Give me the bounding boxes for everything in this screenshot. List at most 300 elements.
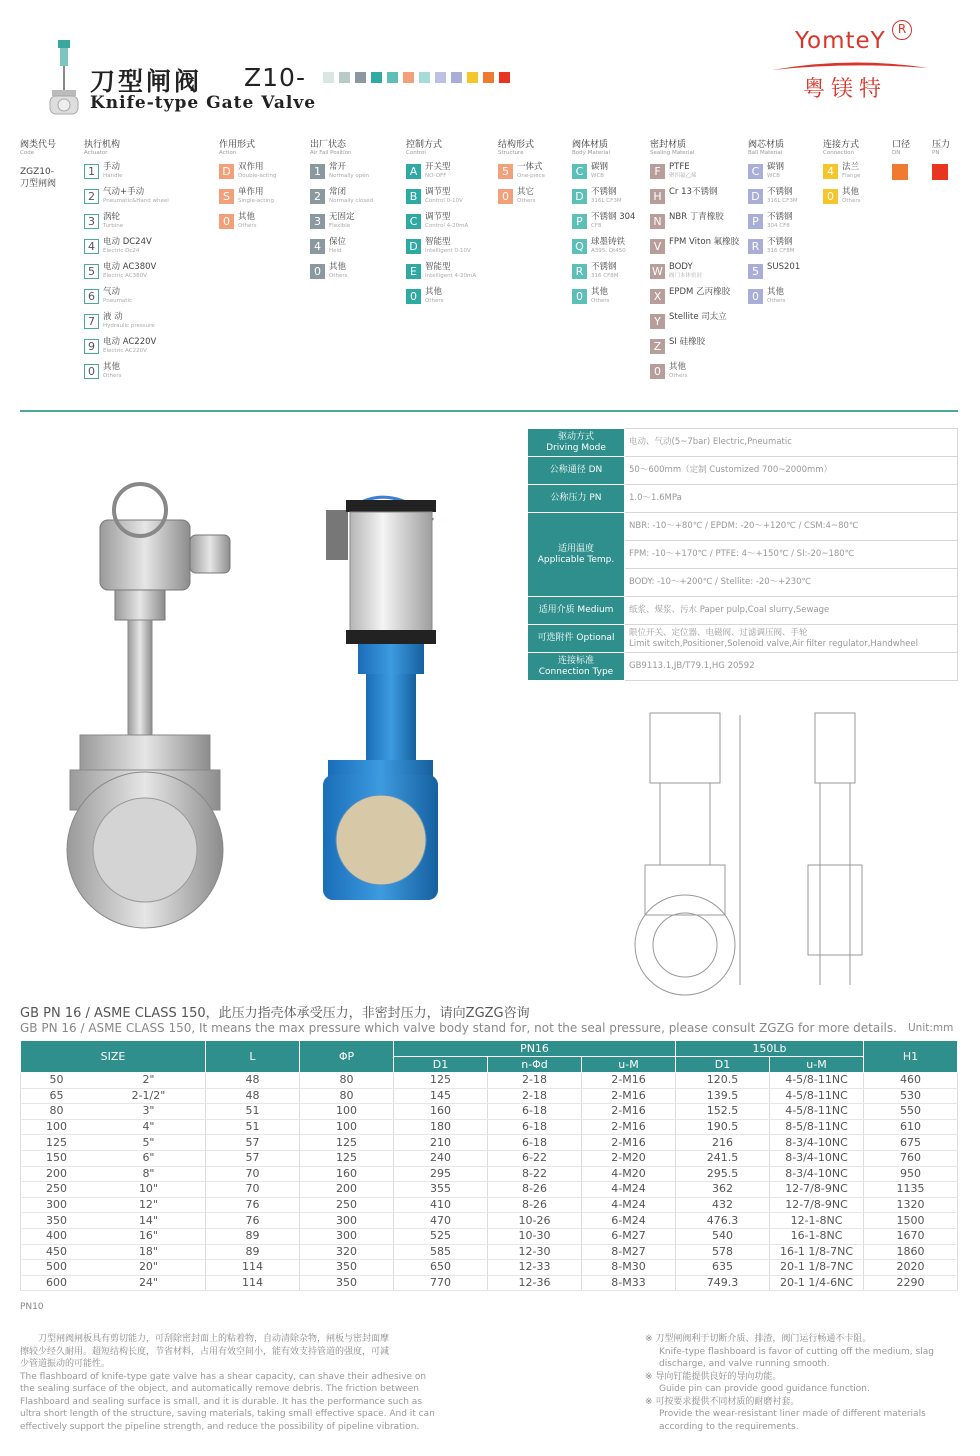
option-label-cn: 不锈钢 bbox=[767, 187, 793, 197]
spec-value bbox=[625, 597, 958, 625]
spec-value-line: Limit switch,Positioner,Solenoid valve,Air filter regulator,Handwheel bbox=[629, 638, 918, 649]
code-option bbox=[84, 188, 169, 206]
spec-value-line: 电动、气动(5~7bar) Electric,Pneumatic bbox=[629, 437, 792, 447]
table-cell: 350 bbox=[21, 1213, 92, 1229]
color-swatch bbox=[387, 72, 398, 83]
option-label-en: Pneumatic&Hand wheel bbox=[103, 198, 169, 204]
table-cell: 6-18 bbox=[488, 1104, 582, 1120]
page-title-en: Knife-type Gate Valve bbox=[90, 93, 317, 113]
code-option bbox=[572, 163, 635, 181]
code-option bbox=[650, 213, 739, 231]
table-cell: 152.5 bbox=[676, 1104, 770, 1120]
spec-value: NBR: -10～+80℃ / EPDM: -20～+120℃ / CSM:4~80℃ bbox=[625, 513, 958, 541]
spec-key bbox=[528, 485, 625, 513]
col-um-150lb: u-M bbox=[770, 1057, 864, 1073]
dimension-drawing bbox=[620, 705, 870, 1005]
column-subtitle: Action bbox=[219, 150, 237, 156]
option-label-en: Double-acting bbox=[238, 173, 277, 179]
col-d1: D1 bbox=[394, 1057, 488, 1073]
option-label-en: Hydraulic pressure bbox=[103, 323, 155, 329]
spec-row bbox=[528, 653, 958, 681]
option-label-cn: 不锈钢 304 bbox=[591, 212, 636, 222]
option-code: 5 bbox=[84, 264, 99, 279]
description-line-cn: 刀型闸阀闸板具有剪切能力，可刮除密封面上的粘着物，自动清除杂物，闸板与密封面摩 bbox=[38, 1334, 390, 1344]
option-label-cn: 常闭 bbox=[329, 187, 347, 197]
table-cell: 320 bbox=[300, 1244, 394, 1260]
option-label-en: 316 CF8M bbox=[591, 273, 619, 279]
option-label-cn: 双作用 bbox=[238, 162, 264, 172]
description-line-cn: 少管道振动的可能性。 bbox=[20, 1359, 111, 1369]
feature-bullet-en: discharge, and valve running smooth. bbox=[659, 1359, 830, 1369]
table-row bbox=[21, 1166, 958, 1182]
table-row bbox=[21, 1088, 958, 1104]
option-label-en: CF8 bbox=[591, 223, 602, 229]
code-column bbox=[498, 140, 545, 213]
table-cell: 578 bbox=[676, 1244, 770, 1260]
option-label-cn: 法兰 bbox=[842, 162, 860, 172]
code-option bbox=[572, 188, 635, 206]
table-cell: 10-26 bbox=[488, 1213, 582, 1229]
col-pn16: PN16 bbox=[394, 1041, 676, 1057]
option-label-en: Others bbox=[767, 298, 786, 304]
column-title: 密封材质 bbox=[650, 140, 687, 150]
registered-mark: R bbox=[892, 20, 912, 40]
option-code: C bbox=[406, 214, 421, 229]
code-option bbox=[650, 363, 739, 381]
description-line-en: Flashboard and sealing surface is small, and it is durable. It has the performance such as bbox=[20, 1396, 423, 1407]
description-right bbox=[645, 1333, 965, 1433]
col-size: SIZE bbox=[21, 1041, 206, 1073]
table-cell: 48 bbox=[206, 1073, 300, 1089]
code-column bbox=[572, 140, 635, 313]
code-column bbox=[310, 140, 373, 288]
table-cell: 585 bbox=[394, 1244, 488, 1260]
code-label-line: ZGZ10- bbox=[20, 167, 55, 177]
option-label-en: Intelligent 4-20mA bbox=[425, 273, 477, 279]
table-cell: 8-3/4-10NC bbox=[770, 1135, 864, 1151]
pressure-note-en: GB PN 16 / ASME CLASS 150, It means the max pressure which valve body stand for, not the seal pressure, please consult ZGZG for more details. bbox=[20, 1021, 897, 1035]
column-title: 连接方式 bbox=[823, 140, 860, 150]
feature-bullet-en: Knife-type flashboard is favor of cutting off the medium, slag bbox=[659, 1346, 934, 1357]
code-option bbox=[310, 263, 373, 281]
option-label-en: Electric AC380V bbox=[103, 273, 147, 279]
code-option bbox=[572, 213, 635, 231]
table-cell: 190.5 bbox=[676, 1119, 770, 1135]
option-code: 2 bbox=[84, 189, 99, 204]
table-cell: 12-33 bbox=[488, 1260, 582, 1276]
option-label-cn: SUS201 bbox=[767, 262, 801, 272]
pressure-note-cn: GB PN 16 / ASME CLASS 150，此压力指壳体承受压力，非密封压力，请向ZGZG咨询 bbox=[20, 1006, 530, 1021]
electric-valve-photo bbox=[60, 480, 240, 950]
table-cell: 57 bbox=[206, 1150, 300, 1166]
code-column bbox=[84, 140, 169, 388]
col-d1-150lb: D1 bbox=[676, 1057, 770, 1073]
spec-row bbox=[528, 485, 958, 513]
column-title: 阀体材质 bbox=[572, 140, 609, 150]
description-line-en: The flashboard of knife-type gate valve has a shear capacity, can shave their adhesive on bbox=[20, 1371, 427, 1382]
code-option bbox=[219, 213, 277, 231]
option-code: 5 bbox=[748, 264, 763, 279]
option-code: 3 bbox=[310, 214, 325, 229]
table-cell: 4-M20 bbox=[582, 1166, 676, 1182]
color-swatch bbox=[451, 72, 462, 83]
code-option bbox=[748, 263, 800, 281]
spec-value bbox=[625, 625, 958, 653]
option-code: 2 bbox=[310, 189, 325, 204]
column-subtitle: DN bbox=[892, 150, 901, 156]
column-title: 执行机构 bbox=[84, 140, 121, 150]
description-left bbox=[20, 1333, 470, 1433]
option-label-cn: 开关型 bbox=[425, 162, 451, 172]
code-label bbox=[20, 166, 56, 190]
spec-row bbox=[528, 625, 958, 653]
option-code: 7 bbox=[84, 314, 99, 329]
option-label-cn: 其他 bbox=[238, 212, 256, 222]
table-cell: 2" bbox=[92, 1073, 206, 1089]
table-cell: 450 bbox=[21, 1244, 92, 1260]
spec-value-line: 纸浆、煤浆、污水 Paper pulp,Coal slurry,Sewage bbox=[629, 605, 830, 615]
table-cell: 240 bbox=[394, 1150, 488, 1166]
option-label-cn: EPDM 乙丙橡胶 bbox=[669, 287, 731, 297]
spec-key-cn: 驱动方式 bbox=[557, 431, 594, 442]
option-label-en: Flange bbox=[842, 173, 861, 179]
option-code: H bbox=[650, 189, 665, 204]
option-code: B bbox=[406, 189, 421, 204]
pn10-label: PN10 bbox=[20, 1302, 44, 1312]
table-cell: 145 bbox=[394, 1088, 488, 1104]
table-cell: 610 bbox=[864, 1119, 958, 1135]
option-code: Y bbox=[650, 314, 665, 329]
option-label-cn: NBR 丁青橡胶 bbox=[669, 212, 724, 222]
option-label-en: Pneumatic bbox=[103, 298, 133, 304]
table-cell: 1860 bbox=[864, 1244, 958, 1260]
option-code: S bbox=[219, 189, 234, 204]
option-label-en: 阀门本体密封 bbox=[669, 273, 703, 279]
table-cell: 2-M20 bbox=[582, 1150, 676, 1166]
option-label-en: Held bbox=[329, 248, 342, 254]
option-label-en: Others bbox=[669, 373, 688, 379]
table-cell: 12-7/8-9NC bbox=[770, 1182, 864, 1198]
code-option bbox=[748, 188, 800, 206]
option-code: D bbox=[572, 189, 587, 204]
table-cell: 8-26 bbox=[488, 1182, 582, 1198]
option-label-en: 316 CF8M bbox=[767, 248, 795, 254]
option-code: 4 bbox=[823, 164, 838, 179]
option-label-cn: 单作用 bbox=[238, 187, 264, 197]
table-cell: 20" bbox=[92, 1260, 206, 1276]
code-column bbox=[406, 140, 476, 313]
feature-bullet: ※ 导向钉能提供良好的导向功能。 bbox=[645, 1371, 782, 1382]
code-option bbox=[406, 238, 476, 256]
table-cell: 432 bbox=[676, 1197, 770, 1213]
spec-table bbox=[527, 428, 958, 681]
code-option bbox=[219, 163, 277, 181]
code-option bbox=[572, 263, 635, 281]
table-cell: 2020 bbox=[864, 1260, 958, 1276]
table-row bbox=[21, 1073, 958, 1089]
option-label-cn: 其他 bbox=[842, 187, 860, 197]
color-swatch bbox=[323, 72, 334, 83]
table-cell: 70 bbox=[206, 1182, 300, 1198]
option-label-en: WCB bbox=[591, 173, 605, 179]
option-label-en: Single-acting bbox=[238, 198, 274, 204]
table-cell: 650 bbox=[394, 1260, 488, 1276]
table-cell: 250 bbox=[300, 1197, 394, 1213]
table-cell: 114 bbox=[206, 1275, 300, 1291]
table-cell: 4-5/8-11NC bbox=[770, 1073, 864, 1089]
table-cell: 100 bbox=[300, 1119, 394, 1135]
table-cell: 460 bbox=[864, 1073, 958, 1089]
table-row bbox=[21, 1135, 958, 1151]
table-cell: 12-30 bbox=[488, 1244, 582, 1260]
column-subtitle: Control bbox=[406, 150, 426, 156]
color-swatch bbox=[371, 72, 382, 83]
column-title: 结构形式 bbox=[498, 140, 535, 150]
option-label-cn: BODY bbox=[669, 262, 693, 272]
color-swatches bbox=[323, 72, 510, 83]
code-column bbox=[650, 140, 739, 388]
table-cell: 200 bbox=[21, 1166, 92, 1182]
model-prefix: Z10- bbox=[244, 63, 306, 92]
table-cell: 300 bbox=[300, 1228, 394, 1244]
option-code: X bbox=[650, 289, 665, 304]
option-code: E bbox=[406, 264, 421, 279]
table-cell: 4-M24 bbox=[582, 1182, 676, 1198]
table-cell: 10" bbox=[92, 1182, 206, 1198]
code-option bbox=[498, 188, 545, 206]
description-line-en: the sealing surface of the object, and automatically remove debris. The friction between bbox=[20, 1384, 419, 1394]
table-cell: 6-M24 bbox=[582, 1213, 676, 1229]
code-option bbox=[823, 188, 860, 206]
option-code bbox=[892, 164, 908, 180]
table-cell: 550 bbox=[864, 1104, 958, 1120]
table-cell: 2-M16 bbox=[582, 1088, 676, 1104]
col-h1: H1 bbox=[864, 1041, 958, 1073]
code-option bbox=[572, 288, 635, 306]
table-cell: 5" bbox=[92, 1135, 206, 1151]
option-label-cn: 保位 bbox=[329, 237, 347, 247]
table-cell: 8-M27 bbox=[582, 1244, 676, 1260]
table-cell: 635 bbox=[676, 1260, 770, 1276]
table-cell: 65 bbox=[21, 1088, 92, 1104]
option-label-cn: 其他 bbox=[591, 287, 609, 297]
code-option bbox=[406, 213, 476, 231]
table-cell: 51 bbox=[206, 1119, 300, 1135]
code-option bbox=[748, 288, 800, 306]
option-code: 0 bbox=[748, 289, 763, 304]
option-code: 0 bbox=[823, 189, 838, 204]
description-line-cn: 擦较少经久耐用。超短结构长度，节省材料，占用有效空间小，能有效支持管道的强度，可减 bbox=[20, 1346, 390, 1357]
option-label-en: 316L CF3M bbox=[767, 198, 798, 204]
feature-bullet-en: according to the requirements. bbox=[659, 1421, 799, 1432]
feature-bullet: ※ 刀型闸阀利于切断介质、排渣，阀门运行畅通不卡阻。 bbox=[645, 1334, 872, 1344]
option-label-en: Electric AC220V bbox=[103, 348, 147, 354]
option-code: 0 bbox=[84, 364, 99, 379]
table-cell: 80 bbox=[21, 1104, 92, 1120]
code-option bbox=[748, 238, 800, 256]
option-label-cn: FPM Viton 氟橡胶 bbox=[669, 237, 740, 247]
option-code: 5 bbox=[498, 164, 513, 179]
code-column bbox=[20, 140, 56, 163]
option-label-cn: 调节型 bbox=[425, 212, 451, 222]
table-row bbox=[21, 1182, 958, 1198]
table-cell: 8-26 bbox=[488, 1197, 582, 1213]
option-label-en: Others bbox=[591, 298, 610, 304]
table-cell: 540 bbox=[676, 1228, 770, 1244]
col-phip: ΦP bbox=[300, 1041, 394, 1073]
table-cell: 355 bbox=[394, 1182, 488, 1198]
code-option bbox=[823, 163, 860, 181]
code-option bbox=[650, 163, 739, 181]
option-label-en: One-piece bbox=[517, 173, 545, 179]
table-row bbox=[21, 1119, 958, 1135]
option-label-cn: 其他 bbox=[329, 262, 347, 272]
spec-key-cn: 适用温度 bbox=[557, 543, 594, 554]
option-label-en: NO-OFF bbox=[425, 173, 447, 179]
option-code: R bbox=[748, 239, 763, 254]
spec-value-line: 1.0～1.6MPa bbox=[629, 493, 682, 503]
table-row bbox=[21, 1213, 958, 1229]
table-cell: 12-36 bbox=[488, 1275, 582, 1291]
option-label-en: Others bbox=[842, 198, 861, 204]
table-cell: 100 bbox=[300, 1104, 394, 1120]
spec-key-cn: 连接标准 bbox=[557, 655, 594, 666]
code-option bbox=[650, 338, 739, 356]
feature-bullet-en: Guide pin can provide good guidance function. bbox=[659, 1384, 870, 1394]
table-cell: 770 bbox=[394, 1275, 488, 1291]
col-nphid: n-Φd bbox=[488, 1057, 582, 1073]
code-option bbox=[84, 313, 169, 331]
table-cell: 125 bbox=[300, 1135, 394, 1151]
option-label-en: Intelligent 0-10V bbox=[425, 248, 471, 254]
spec-value: BODY: -10～+200℃ / Stellite: -20～+230℃ bbox=[625, 569, 958, 597]
column-subtitle: Code bbox=[20, 150, 35, 156]
option-code: D bbox=[406, 239, 421, 254]
table-cell: 2-M16 bbox=[582, 1073, 676, 1089]
feature-bullet-en: Provide the wear-resistant liner made of different materials bbox=[659, 1409, 926, 1419]
table-row bbox=[21, 1150, 958, 1166]
table-cell: 8-M33 bbox=[582, 1275, 676, 1291]
code-option bbox=[84, 213, 169, 231]
code-option bbox=[650, 313, 739, 331]
option-label-en: Normally open bbox=[329, 173, 370, 179]
spec-key-en: Driving Mode bbox=[546, 442, 606, 453]
option-code: 9 bbox=[84, 339, 99, 354]
option-code: D bbox=[219, 164, 234, 179]
unit-label: Unit:mm bbox=[908, 1022, 954, 1034]
color-swatch bbox=[419, 72, 430, 83]
option-code: C bbox=[572, 164, 587, 179]
spec-key-cn: 适用介质 Medium bbox=[538, 605, 614, 615]
table-cell: 525 bbox=[394, 1228, 488, 1244]
page-title-cn: 刀型闸阀 bbox=[90, 67, 203, 96]
option-code: 6 bbox=[84, 289, 99, 304]
column-subtitle: Structure bbox=[498, 150, 524, 156]
table-cell: 8-3/4-10NC bbox=[770, 1150, 864, 1166]
option-label-en: 316L CF3M bbox=[591, 198, 622, 204]
table-cell: 749.3 bbox=[676, 1275, 770, 1291]
code-option bbox=[650, 238, 739, 256]
option-label-cn: 手动 bbox=[103, 162, 121, 172]
option-label-cn: 涡轮 bbox=[103, 212, 121, 222]
option-code: 0 bbox=[498, 189, 513, 204]
table-cell: 139.5 bbox=[676, 1088, 770, 1104]
option-code: 4 bbox=[310, 239, 325, 254]
table-cell: 6-18 bbox=[488, 1119, 582, 1135]
table-cell: 2-18 bbox=[488, 1088, 582, 1104]
code-option bbox=[748, 163, 800, 181]
option-code: 0 bbox=[572, 289, 587, 304]
code-option bbox=[219, 188, 277, 206]
option-label-cn: 不锈钢 bbox=[767, 212, 793, 222]
code-option bbox=[650, 288, 739, 306]
column-subtitle: Air Fail Position bbox=[310, 150, 352, 156]
option-label-en: Control 0-10V bbox=[425, 198, 463, 204]
code-column bbox=[823, 140, 860, 213]
option-label-en: Flexible bbox=[329, 223, 351, 229]
code-option bbox=[498, 163, 545, 181]
code-option bbox=[406, 288, 476, 306]
table-cell: 14" bbox=[92, 1213, 206, 1229]
spec-value-line: 50～600mm（定制 Customized 700~2000mm） bbox=[629, 465, 833, 475]
table-cell: 200 bbox=[300, 1182, 394, 1198]
code-option bbox=[406, 263, 476, 281]
table-cell: 160 bbox=[300, 1166, 394, 1182]
spec-value bbox=[625, 457, 958, 485]
option-label-en: Turbine bbox=[103, 223, 124, 229]
option-label-cn: 其他 bbox=[103, 362, 121, 372]
table-cell: 4" bbox=[92, 1119, 206, 1135]
col-um: u-M bbox=[582, 1057, 676, 1073]
table-cell: 950 bbox=[864, 1166, 958, 1182]
table-cell: 89 bbox=[206, 1244, 300, 1260]
col-150lb: 150Lb bbox=[676, 1041, 864, 1057]
option-label-cn: 电动 DC24V bbox=[103, 237, 152, 247]
table-cell: 410 bbox=[394, 1197, 488, 1213]
option-label-cn: Cr 13不锈钢 bbox=[669, 187, 718, 197]
code-option bbox=[650, 188, 739, 206]
spec-key bbox=[528, 457, 625, 485]
table-cell: 2-18 bbox=[488, 1073, 582, 1089]
spec-row bbox=[528, 457, 958, 485]
column-subtitle: Body Material bbox=[572, 150, 610, 156]
option-code: P bbox=[748, 214, 763, 229]
code-option bbox=[406, 188, 476, 206]
spec-key-cn: 可选附件 Optional bbox=[537, 633, 615, 643]
spec-key-cn: 公称压力 PN bbox=[550, 493, 602, 503]
spec-value bbox=[625, 485, 958, 513]
option-label-cn: 电动 AC380V bbox=[103, 262, 157, 272]
table-cell: 160 bbox=[394, 1104, 488, 1120]
option-label-cn: 调节型 bbox=[425, 187, 451, 197]
spec-key-cn: 公称通径 DN bbox=[549, 465, 603, 475]
option-label-en: Control 4-20mA bbox=[425, 223, 469, 229]
code-column bbox=[892, 140, 912, 188]
color-swatch bbox=[499, 72, 510, 83]
table-cell: 362 bbox=[676, 1182, 770, 1198]
option-label-cn: 气动 bbox=[103, 287, 121, 297]
code-option bbox=[892, 163, 912, 181]
table-cell: 350 bbox=[300, 1260, 394, 1276]
table-cell: 8-M30 bbox=[582, 1260, 676, 1276]
table-cell: 12-1-8NC bbox=[770, 1213, 864, 1229]
option-label-en: Others bbox=[329, 273, 348, 279]
table-cell: 210 bbox=[394, 1135, 488, 1151]
table-cell: 1500 bbox=[864, 1213, 958, 1229]
column-subtitle: PN bbox=[932, 150, 940, 156]
code-option bbox=[84, 263, 169, 281]
table-cell: 4-5/8-11NC bbox=[770, 1088, 864, 1104]
